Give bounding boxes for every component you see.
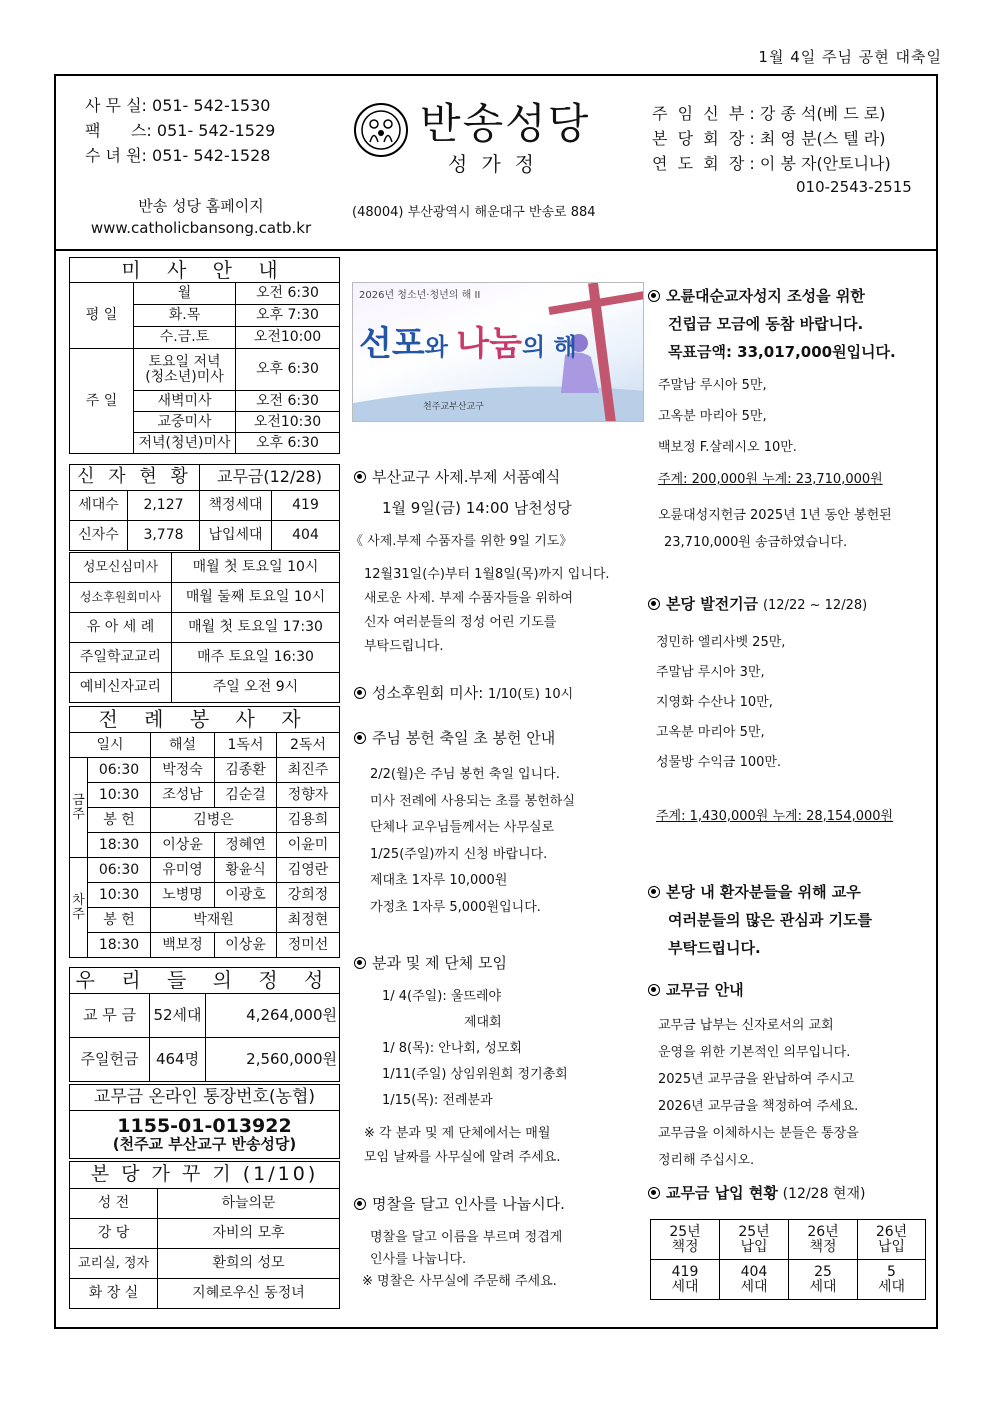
tithe-title: 교무금 안내 — [666, 981, 744, 999]
groups-title: 분과 및 제 단체 모임 — [372, 954, 507, 972]
schedule-cell: 유 아 세 례 — [70, 613, 172, 643]
schedule-cell: 주일 오전 9시 — [172, 673, 340, 703]
cleaning-cell: 환희의 성모 — [158, 1249, 340, 1279]
servers-cell: 김순걸 — [215, 783, 277, 808]
parish-address: (48004) 부산광역시 해운대구 반송로 884 — [352, 205, 596, 220]
account-title: 교무금 온라인 통장번호(농협) — [70, 1085, 340, 1111]
body-line: 주말남 루시아 5만, — [658, 378, 767, 393]
mass-time: 오전10:00 — [236, 327, 340, 349]
servers-cell: 이광호 — [215, 883, 277, 908]
patients-line: 부탁드립니다. — [668, 939, 761, 957]
servers-cell: 김병은 — [151, 808, 277, 833]
body-line: 1/15(목): 전례분과 — [382, 1093, 493, 1108]
stat-head — [789, 1220, 858, 1260]
shrine-total: 주계: 200,000원 누계: 23,710,000원 — [658, 472, 883, 487]
vocation-mass-date: 1/10(토) 10시 — [488, 687, 574, 702]
ordination-datetime: 1월 9일(금) 14:00 남천성당 — [382, 499, 572, 517]
mass-day: 교중미사 — [134, 412, 236, 433]
bullet-icon — [648, 886, 660, 898]
servers-cell: 최정현 — [277, 908, 340, 933]
schedule-cell: 매월 첫 토요일 10시 — [172, 553, 340, 583]
offering-cell: 52세대 — [150, 994, 206, 1038]
servers-cell: 유미영 — [151, 858, 215, 883]
stat-kind: 납입 — [740, 1238, 768, 1255]
offering-cell: 2,560,000원 — [206, 1038, 340, 1082]
patients-notice — [648, 878, 872, 962]
servers-cell: 06:30 — [88, 858, 151, 883]
believers-cell: 419 — [272, 491, 340, 521]
nametag-body — [362, 1227, 562, 1293]
schedule-cell: 성소후원회미사 — [70, 583, 172, 613]
bullet-icon — [354, 687, 366, 699]
body-line: 12월31일(수)부터 1월8일(목)까지 입니다. — [364, 567, 610, 582]
body-line: 주말남 루시아 3만, — [656, 665, 765, 680]
stat-number: 404 — [740, 1263, 768, 1280]
stat-number: 25 — [814, 1263, 832, 1280]
stat-number: 5 — [887, 1263, 896, 1280]
servers-cell: 이윤미 — [277, 833, 340, 858]
stat-head — [720, 1220, 789, 1260]
staff-list: 주 임 신 부 : 강 종 석(베 드 로) 본 당 회 장 : 최 영 분(스 텔 라) 연 도 회 장 : 이 봉 자(안토니나) — [652, 104, 891, 173]
bullet-icon — [354, 732, 366, 744]
servers-cell: 10:30 — [88, 783, 151, 808]
stat-head — [858, 1220, 926, 1260]
believers-cell: 404 — [272, 521, 340, 551]
homepage-url[interactable]: www.catholicbansong.catb.kr — [90, 219, 312, 237]
next-week-label: 차 주 — [70, 858, 88, 958]
body-line: 고옥분 마리아 5만, — [658, 409, 767, 424]
shrine-title-line: 건립금 모금에 동참 바랍니다. — [668, 315, 864, 333]
tithe-status-table — [650, 1219, 926, 1300]
stat-unit: 세대 — [671, 1278, 699, 1295]
servers-cell: 18:30 — [88, 833, 151, 858]
parish-logo-icon — [353, 102, 409, 158]
servers-cell: 황윤식 — [215, 858, 277, 883]
servers-cell: 조성남 — [151, 783, 215, 808]
stat-year: 25년 — [669, 1223, 701, 1240]
ordination-prayer-title: 《 사제.부제 수품자를 위한 9일 기도》 — [350, 534, 573, 549]
mass-table — [69, 257, 340, 454]
account-holder: (천주교 부산교구 반송성당) — [112, 1134, 297, 1153]
stat-year: 26년 — [807, 1223, 839, 1240]
servers-table — [69, 706, 340, 958]
servers-cell: 06:30 — [88, 758, 151, 783]
body-line: ※ 명찰은 사무실에 주문해 주세요. — [362, 1274, 557, 1289]
believers-table — [69, 464, 340, 551]
body-line: 성물방 수익금 100만. — [656, 755, 782, 770]
fund-donors — [656, 628, 785, 778]
cleaning-title: 본 당 가 꾸 기 (1/10) — [70, 1162, 340, 1189]
schedule-cell: 매주 토요일 16:30 — [172, 643, 340, 673]
believers-cell: 3,778 — [128, 521, 200, 551]
body-line: 인사를 나눕니다. — [370, 1252, 467, 1267]
cleaning-cell: 지혜로우신 동정녀 — [158, 1279, 340, 1309]
body-line: 백보정 F.살레시오 10만. — [658, 440, 797, 455]
servers-title: 전 례 봉 사 자 — [70, 707, 340, 733]
believers-cell: 책정세대 — [200, 491, 272, 521]
mass-time: 오전 6:30 — [236, 391, 340, 412]
fund-title: 본당 발전기금 — [666, 595, 759, 613]
parish-title: 반송성당 — [420, 99, 591, 148]
believers-cell: 신자수 — [70, 521, 128, 551]
body-line: 가정초 1자루 5,000원입니다. — [370, 899, 541, 915]
vocation-mass-title: 성소후원회 미사: — [372, 684, 484, 702]
body-line: 1/11(주일) 상임위원회 정기총회 — [382, 1067, 568, 1082]
this-week-label: 금 주 — [70, 758, 88, 858]
mass-day: 새벽미사 — [134, 391, 236, 412]
header-divider — [54, 249, 938, 251]
body-line: 정민하 엘리사벳 25만, — [656, 635, 786, 650]
schedule-cell: 예비신자교리 — [70, 673, 172, 703]
ordination-title: 부산교구 사제.부제 서품예식 — [372, 468, 561, 486]
servers-cell: 박재원 — [151, 908, 277, 933]
nametag-title: 명찰을 달고 인사를 나눕시다. — [372, 1195, 565, 1213]
body-line: 신자 여러분들의 정성 어린 기도를 — [364, 615, 557, 630]
servers-cell: 봉 헌 — [88, 908, 151, 933]
body-line: 1/25(주일)까지 신청 바랍니다. — [370, 846, 548, 862]
stat-unit: 세대 — [740, 1278, 768, 1295]
servers-cell: 정향자 — [277, 783, 340, 808]
stat-number: 419 — [671, 1263, 699, 1280]
offering-cell: 4,264,000원 — [206, 994, 340, 1038]
parish-subtitle: 성가정 — [448, 152, 548, 176]
body-line: 운영을 위한 기본적인 의무입니다. — [658, 1045, 851, 1060]
tithe-body — [658, 1012, 859, 1174]
believers-cell: 납입세대 — [200, 521, 272, 551]
body-line: 모임 날짜를 사무실에 알려 주세요. — [364, 1150, 561, 1165]
body-line: 2025년 교무금을 완납하여 주시고 — [658, 1072, 855, 1087]
banner-word-and: 와 — [424, 333, 457, 361]
mass-time: 오후 6:30 — [236, 433, 340, 454]
offering-table — [69, 967, 340, 1082]
candle-title: 주님 봉헌 축일 초 봉헌 안내 — [372, 729, 556, 747]
account-box — [70, 1111, 340, 1159]
body-line: 제대초 1자루 10,000원 — [370, 873, 508, 888]
bullet-icon — [648, 290, 660, 302]
cleaning-cell: 강 당 — [70, 1219, 158, 1249]
homepage-block — [70, 195, 332, 239]
body-line: 제대회 — [464, 1015, 502, 1030]
offering-cell: 주일헌금 — [70, 1038, 150, 1082]
candle-body — [370, 762, 575, 921]
shrine-note — [658, 502, 892, 556]
shrine-donors — [658, 370, 797, 463]
schedule-cell: 매월 첫 토요일 17:30 — [172, 613, 340, 643]
shrine-title-line: 오륜대순교자성지 조성을 위한 — [666, 287, 865, 305]
stat-head — [651, 1220, 720, 1260]
mass-day: 화.목 — [134, 305, 236, 327]
fund-total: 주계: 1,430,000원 누계: 28,154,000원 — [656, 809, 894, 824]
contact-numbers: 사 무 실: 051- 542-1530 팩 스: 051- 542-1529 수 녀 원: 051- 542-1528 — [85, 96, 276, 165]
servers-cell: 김종환 — [215, 758, 277, 783]
stat-kind: 책정 — [809, 1238, 837, 1255]
banner-word-year: 의 해 — [521, 333, 577, 361]
body-line: 2/2(월)은 주님 봉헌 축일 입니다. — [370, 767, 560, 782]
body-line: ※ 각 분과 및 제 단체에서는 매월 — [364, 1126, 551, 1141]
account-table — [69, 1084, 340, 1159]
mass-day: 저녁(청년)미사 — [134, 433, 236, 454]
servers-cell: 백보정 — [151, 933, 215, 958]
weekday-label: 평 일 — [70, 283, 134, 349]
servers-cell: 최진주 — [277, 758, 340, 783]
sunday-label: 주 일 — [70, 349, 134, 454]
body-line: 오륜대성지헌금 2025년 1년 동안 봉헌된 — [658, 508, 892, 523]
servers-head: 1독서 — [215, 733, 277, 758]
mass-time: 오후 6:30 — [236, 349, 340, 391]
servers-cell: 봉 헌 — [88, 808, 151, 833]
banner-top: 2026년 청소년·청년의 해 II — [359, 290, 481, 301]
mass-time: 오전10:30 — [236, 412, 340, 433]
groups-note — [364, 1122, 560, 1170]
banner-word-proclaim: 선포 — [359, 324, 425, 364]
cleaning-cell: 화 장 실 — [70, 1279, 158, 1309]
stat-unit: 세대 — [877, 1278, 906, 1295]
bullet-icon — [648, 984, 660, 996]
servers-cell: 노병명 — [151, 883, 215, 908]
bullet-icon — [354, 1198, 366, 1210]
offering-date-title: 교무금(12/28) — [200, 465, 340, 491]
body-line: 명찰을 달고 이름을 부르며 정겹게 — [370, 1230, 563, 1245]
account-number: 1155-01-013922 — [117, 1114, 292, 1137]
cleaning-cell: 하늘의문 — [158, 1189, 340, 1219]
stat-value — [858, 1260, 926, 1300]
body-line: 미사 전례에 사용되는 초를 봉헌하실 — [370, 793, 575, 809]
servers-head: 해설 — [151, 733, 215, 758]
believers-cell: 세대수 — [70, 491, 128, 521]
servers-cell: 이상윤 — [215, 933, 277, 958]
banner-org: 천주교부산교구 — [423, 402, 484, 412]
mass-day: 수.금.토 — [134, 327, 236, 349]
year-banner — [352, 282, 644, 422]
schedule-cell: 성모신심미사 — [70, 553, 172, 583]
body-line: 부탁드립니다. — [364, 639, 444, 654]
stat-value — [651, 1260, 720, 1300]
body-line: 고옥분 마리아 5만, — [656, 725, 765, 740]
groups-body — [382, 984, 568, 1114]
fund-period: (12/22 ~ 12/28) — [762, 598, 868, 613]
patients-line: 본당 내 환자분들을 위해 교우 — [666, 883, 861, 901]
stat-unit: 세대 — [809, 1278, 837, 1295]
body-line: 교무금 납부는 신자로서의 교회 — [658, 1018, 834, 1033]
cleaning-cell: 자비의 모후 — [158, 1219, 340, 1249]
offering-title: 우 리 들 의 정 성 — [70, 968, 340, 994]
body-line: 1/ 8(목): 안나회, 성모회 — [382, 1041, 522, 1056]
stat-year: 25년 — [738, 1223, 770, 1240]
stat-year: 26년 — [875, 1223, 908, 1240]
ordination-body — [364, 563, 610, 659]
believers-cell: 2,127 — [128, 491, 200, 521]
body-line: 1/ 4(주일): 울뜨레야 — [382, 989, 502, 1004]
believers-title: 신 자 현 황 — [70, 465, 200, 491]
offering-cell: 464명 — [150, 1038, 206, 1082]
servers-cell: 18:30 — [88, 933, 151, 958]
mass-time: 오후 7:30 — [236, 305, 340, 327]
mass-time: 오전 6:30 — [236, 283, 340, 305]
servers-head: 일시 — [70, 733, 151, 758]
servers-cell: 10:30 — [88, 883, 151, 908]
patients-line: 여러분들의 많은 관심과 기도를 — [668, 911, 873, 929]
servers-cell: 김영란 — [277, 858, 340, 883]
body-line: 지영화 수산나 10만, — [656, 695, 773, 710]
mass-title: 미 사 안 내 — [70, 258, 340, 283]
servers-cell: 강희정 — [277, 883, 340, 908]
bullet-icon — [354, 471, 366, 483]
staff-phone: 010-2543-2515 — [796, 178, 912, 196]
tithe-status-date: (12/28 현재) — [782, 1186, 866, 1202]
homepage-label: 반송 성당 홈페이지 — [138, 197, 264, 215]
servers-cell: 박정숙 — [151, 758, 215, 783]
banner-slogan — [359, 324, 577, 364]
schedule-cell: 매월 둘째 토요일 10시 — [172, 583, 340, 613]
stat-kind: 납입 — [877, 1238, 906, 1255]
stat-value — [789, 1260, 858, 1300]
mass-day: 월 — [134, 283, 236, 305]
cleaning-cell: 성 전 — [70, 1189, 158, 1219]
servers-cell: 정미선 — [277, 933, 340, 958]
stat-kind: 책정 — [671, 1238, 699, 1255]
body-line: 교무금을 이체하시는 분들은 통장을 — [658, 1126, 859, 1141]
tithe-status-title: 교무금 납입 현황 — [666, 1184, 778, 1202]
bulletin-date: 1월 4일 주님 공현 대축일 — [758, 48, 942, 66]
stat-value — [720, 1260, 789, 1300]
schedule-cell: 주일학교교리 — [70, 643, 172, 673]
bullet-icon — [648, 1187, 660, 1199]
body-line: 새로운 사제. 부제 수품자들을 위하여 — [364, 591, 574, 606]
shrine-title — [648, 282, 896, 366]
banner-word-share: 나눔 — [456, 324, 522, 364]
bullet-icon — [648, 598, 660, 610]
body-line: 23,710,000원 송금하였습니다. — [664, 535, 848, 550]
servers-head: 2독서 — [277, 733, 340, 758]
cleaning-cell: 교리실, 정자 — [70, 1249, 158, 1279]
schedule-table — [69, 552, 340, 703]
servers-cell: 정혜연 — [215, 833, 277, 858]
body-line: 정리해 주십시오. — [658, 1153, 755, 1168]
body-line: 단체나 교우님들께서는 사무실로 — [370, 820, 555, 835]
servers-cell: 이상윤 — [151, 833, 215, 858]
servers-cell: 김용희 — [277, 808, 340, 833]
cleaning-table — [69, 1161, 340, 1309]
shrine-goal: 목표금액: 33,017,000원입니다. — [668, 343, 896, 361]
offering-cell: 교 무 금 — [70, 994, 150, 1038]
mass-day: 토요일 저녁 (청소년)미사 — [134, 349, 236, 391]
body-line: 2026년 교무금을 책정하여 주세요. — [658, 1099, 859, 1114]
bullet-icon — [354, 957, 366, 969]
